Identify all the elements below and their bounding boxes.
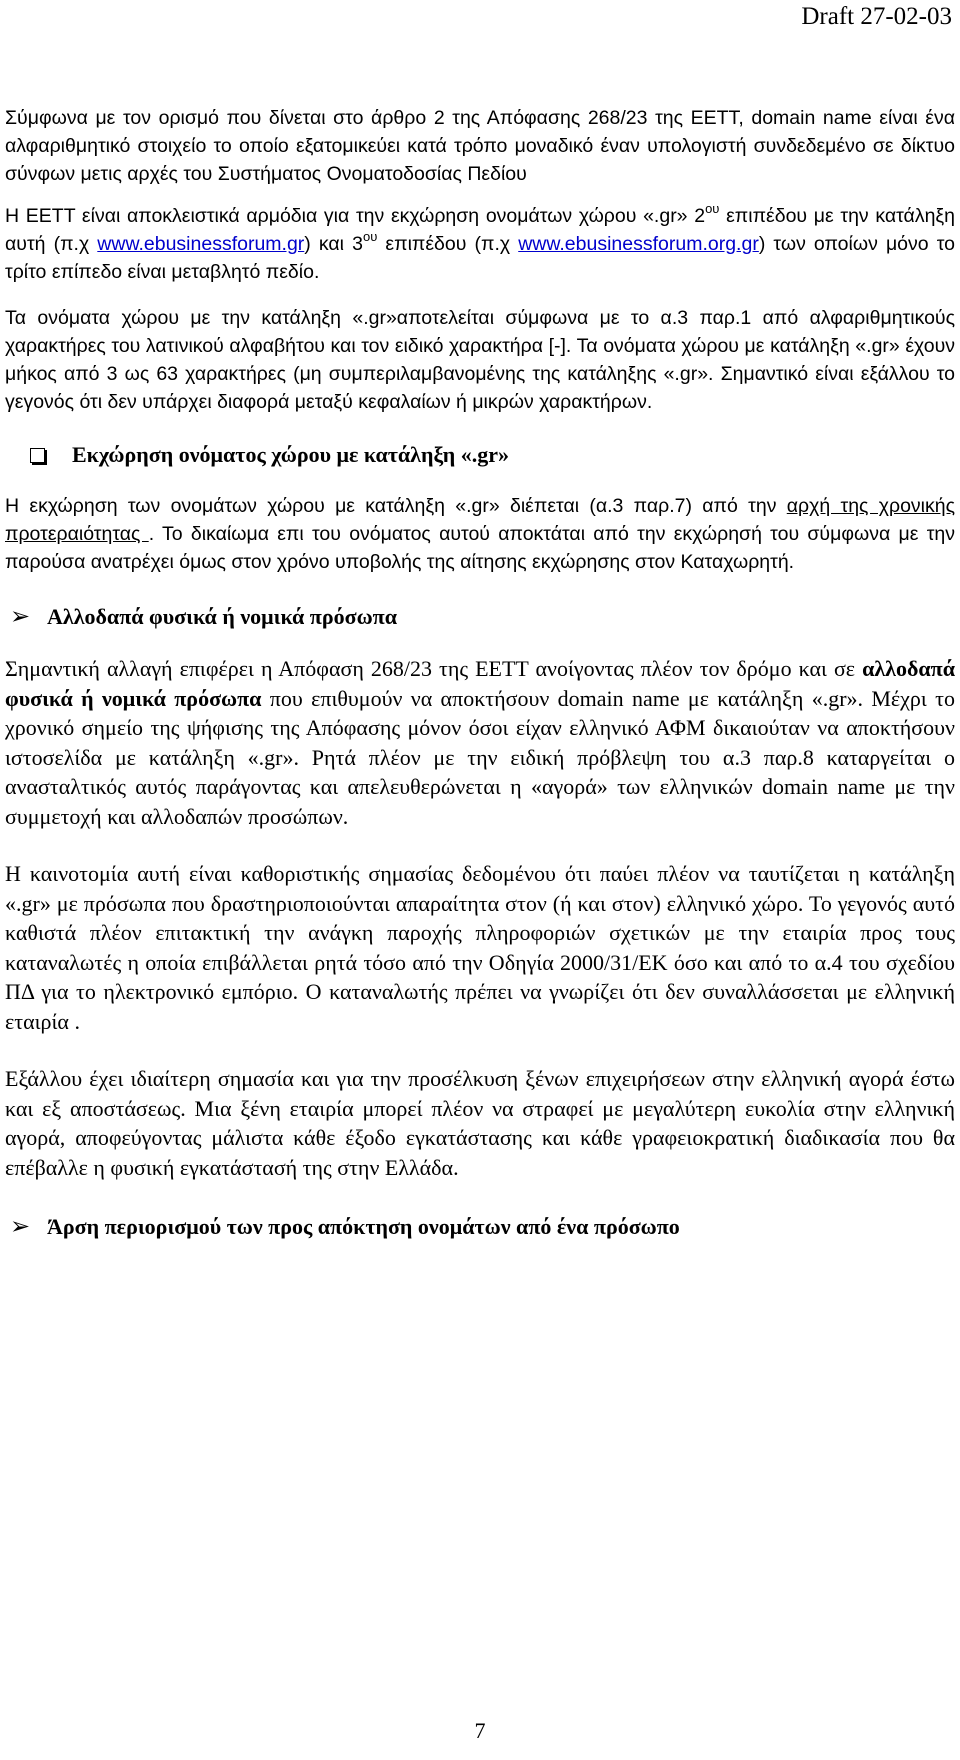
- paragraph-important-change: Σημαντική αλλαγή επιφέρει η Απόφαση 268/23 της ΕΕΤΤ ανοίγοντας πλέον τον δρόμο και σε αλλοδαπά φυσικά ή νομικά πρόσωπα που επιθυμούν να αποκτήσουν domain name με κατάληξη «.gr». Μέχρι το χρονικό σημείο της ψήφισης της Απόφασης μόνον όσοι είχαν ελληνικό ΑΦΜ δικαιούταν να αποκτήσουν ιστοσελίδα με κατάληξη «.gr». Ρητά πλέον με την ειδική πρόβλεψη του α.3 παρ.8 καταργείται ο ανασταλτικός αυτός παράγοντας και απελευθερώνεται η «αγορά» των ελληνικών domain name με την συμμετοχή και αλλοδαπών προσώπων.: [5, 656, 955, 829]
- document-body: [5, 104, 955, 1241]
- heading-domain-assignment: Εκχώρηση ονόματος χώρου με κατάληξη «.gr»: [5, 442, 955, 468]
- arrow-bullet-icon: ➢: [9, 604, 31, 630]
- checkbox-bullet-icon: [30, 448, 45, 463]
- paragraph-eett-authority: Η ΕΕΤΤ είναι αποκλειστικά αρμόδια για την εκχώρηση ονομάτων χώρου «.gr» $2^{o\upsilon}$ επιπέδου με την κατάληξη αυτή (π.χ www.ebusinessforum.gr) και $3^{o\upsilon}$ επιπέδου (π.χ www.ebusinessforum.org.gr) των οποίων μόνο το τρίτο επίπεδο είναι μεταβλητό πεδίο.: [5, 201, 956, 283]
- heading-restriction-removal: ➢ Άρση περιορισμού των προς απόκτηση ονομάτων από ένα πρόσωπο: [5, 1212, 955, 1241]
- paragraph-definition: Σύμφωνα με τον ορισμό που δίνεται στο άρθρο 2 της Απόφασης 268/23 της ΕΕΤΤ, domain name είναι ένα αλφαριθμητικό στοιχείο το οποίο εξατομικεύει κατά τρόπο μοναδικό έναν υπολογιστή συνδεδεμένο σε δίκτυο σύνφων μετις αρχές του Συστήματος Ονοματοδοσίας Πεδίου: [5, 107, 955, 185]
- ebusinessforum-gr-link[interactable]: www.ebusinessforum.gr: [97, 233, 305, 255]
- page-number: 7: [474, 1718, 486, 1743]
- heading-foreign-persons: ➢ Αλλοδαπά φυσικά ή νομικά πρόσωπα: [5, 602, 955, 631]
- paragraph-domain-characters: Τα ονόματα χώρου με την κατάληξη «.gr»αποτελείται σύμφωνα με το α.3 παρ.1 από αλφαριθμητικούς χαρακτήρες του λατινικού αλφαβήτου και τον ειδικό χαρακτήρα [-]. Τα ονόματα χώρου με κατάληξη «.gr» έχουν μήκος από 3 ως 63 χαρακτήρες (μη συμπεριλαμβανομένης της κατάληξης «.gr». Σημαντικό είναι εξάλλου το γεγονός ότι δεν υπάρχει διαφορά μεταξύ κεφαλαίων ή μικρών χαρακτήρων.: [5, 307, 955, 413]
- draft-header: Draft 27-02-03: [801, 3, 952, 30]
- ebusinessforum-org-gr-link[interactable]: www.ebusinessforum.org.gr: [518, 233, 759, 255]
- paragraph-time-priority: Η εκχώρηση των ονομάτων χώρου με κατάληξη «.gr» διέπεται (α.3 παρ.7) από την αρχή της χρονικής προτεραιότητας . Το δικαίωμα επι του ονόματος αυτού αποκτάται από την εκχώρησή του σύμφωνα με την παρούσα ανατρέχει όμως στον χρόνο υποβολής της αίτησης εκχώρησης στον Καταχωρητή.: [5, 495, 955, 573]
- arrow-bullet-icon: ➢: [9, 1214, 31, 1240]
- paragraph-foreign-business: Εξάλλου έχει ιδιαίτερη σημασία και για την προσέλκυση ξένων επιχειρήσεων στην ελληνική αγορά έστω και εξ αποστάσεως. Μια ξένη εταιρία μπορεί πλέον να στραφεί με μεγαλύτερη ευκολία στην ελληνική αγορά, αποφεύγοντας μάλιστα κάθε έξοδο εγκατάστασης και κάθε γραφειοκρατική διαδικασία που θα επέβαλλε η φυσική εγκατάστασή της στην Ελλάδα.: [5, 1066, 955, 1180]
- paragraph-innovation: Η καινοτομία αυτή είναι καθοριστικής σημασίας δεδομένου ότι παύει πλέον να ταυτίζεται η κατάληξη «.gr» με πρόσωπα που δραστηριοποιούνται απαραίτητα στον (ή και στον) ελληνικό χώρο. Το γεγονός αυτό καθιστά πλέον επιτακτική την ανάγκη παροχής πληροφοριών σχετικών με την εταιρία προς τους καταναλωτές η οποία επιβάλλεται ρητά τόσο από την Οδηγία 2000/31/ΕΚ όσο και από το α.4 του σχεδίου ΠΔ για το ηλεκτρονικό εμπόριο. Ο καταναλωτής πρέπει να γνωρίζει ότι δεν συναλλάσσεται με ελληνική εταιρία .: [5, 861, 955, 1034]
